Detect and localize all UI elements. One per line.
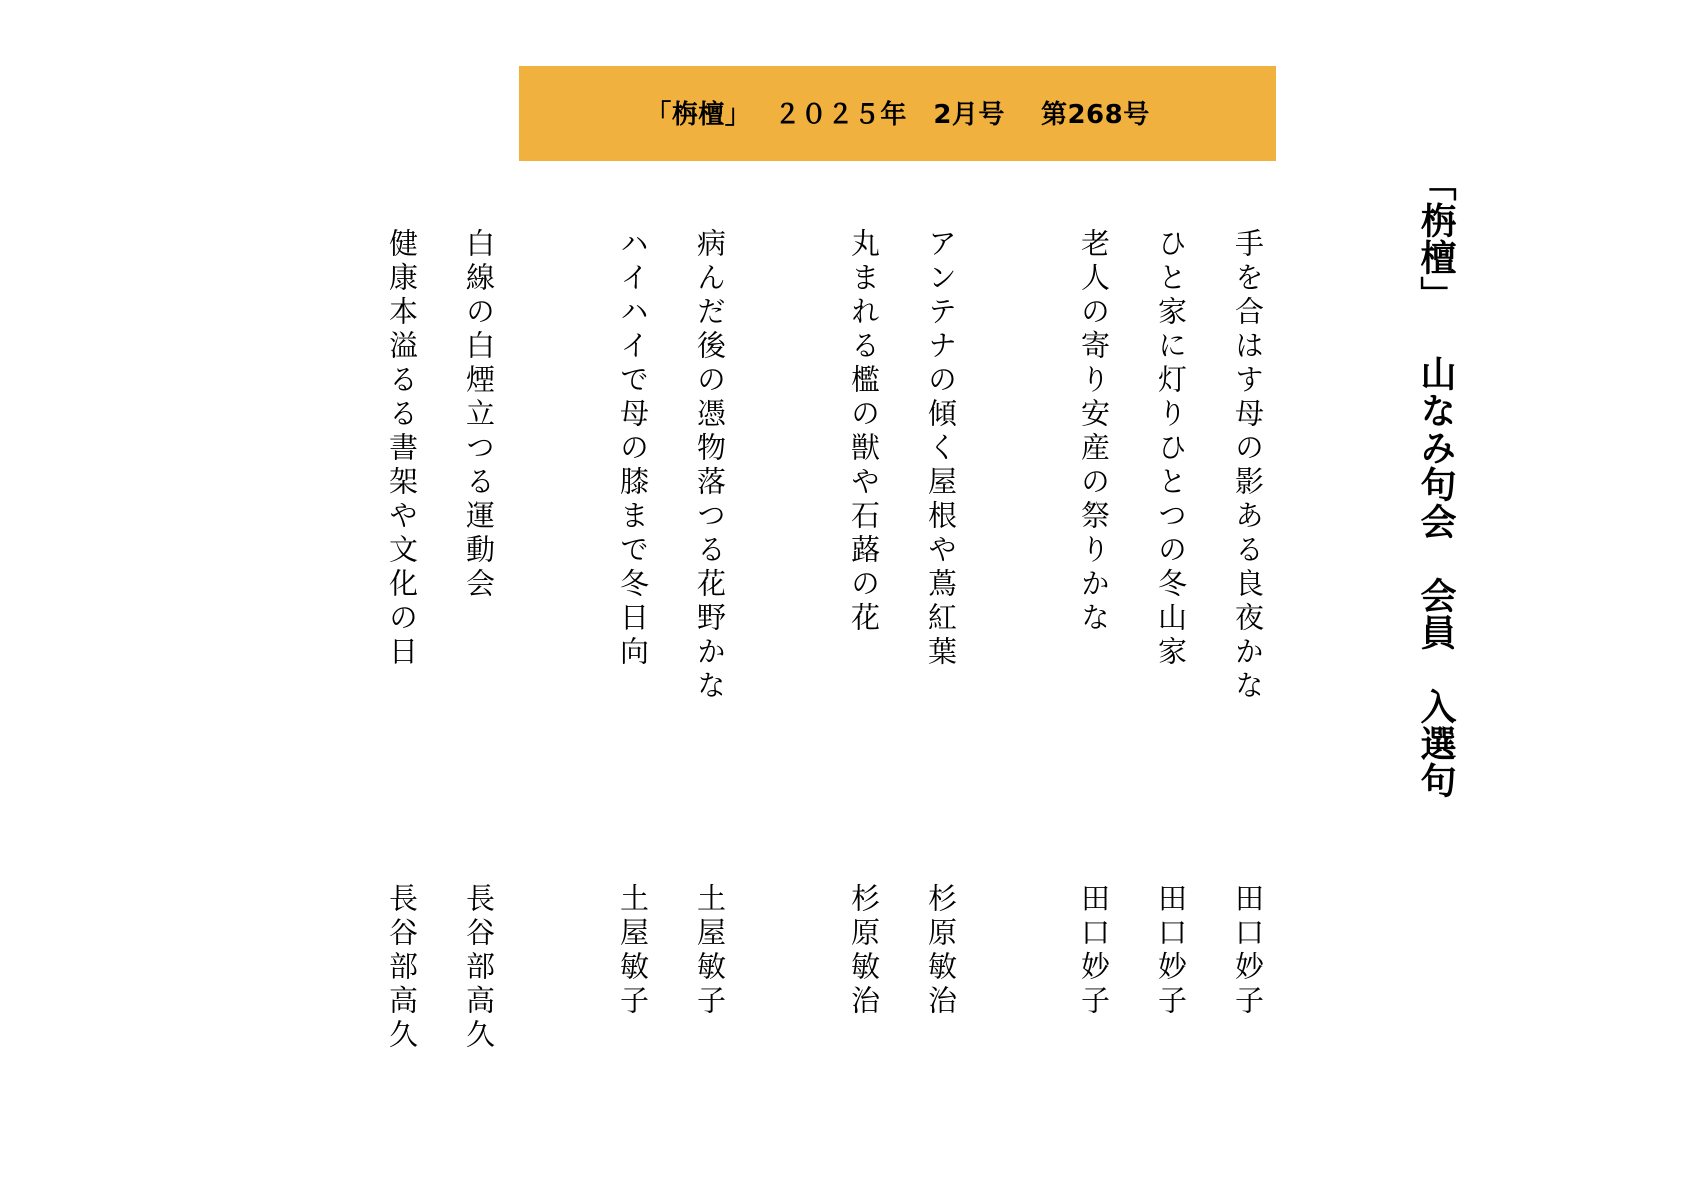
author-2: 田口妙子: [1154, 883, 1188, 1019]
haiku-7: ハイハイで母の膝まで冬日向: [616, 228, 650, 670]
haiku-9: 健康本溢るる書架や文化の日: [385, 228, 419, 670]
haiku-2: ひと家に灯りひとつの冬山家: [1154, 228, 1188, 670]
haiku-4: アンテナの傾く屋根や蔦紅葉: [924, 228, 958, 670]
haiku-6: 病んだ後の憑物落つる花野かな: [693, 228, 727, 704]
author-1: 田口妙子: [1231, 883, 1265, 1019]
issue-header-text: 「栴檀」 ２０２５年 2月号 第268号: [645, 100, 1150, 130]
haiku-1: 手を合はす母の影ある良夜かな: [1231, 228, 1265, 704]
author-3: 田口妙子: [1077, 883, 1111, 1019]
section-title: 「栴檀」 山なみ句会 会員 入選句: [1415, 165, 1456, 799]
haiku-8: 白線の白煙立つる運動会: [462, 228, 496, 602]
author-4: 杉原敏治: [924, 883, 958, 1019]
author-9: 長谷部高久: [385, 883, 419, 1053]
author-5: 杉原敏治: [847, 883, 881, 1019]
author-7: 土屋敏子: [616, 883, 650, 1019]
haiku-5: 丸まれる檻の獣や石蕗の花: [847, 228, 881, 636]
author-6: 土屋敏子: [693, 883, 727, 1019]
haiku-3: 老人の寄り安産の祭りかな: [1077, 228, 1111, 636]
author-8: 長谷部高久: [462, 883, 496, 1053]
issue-header-band: [519, 66, 1276, 161]
